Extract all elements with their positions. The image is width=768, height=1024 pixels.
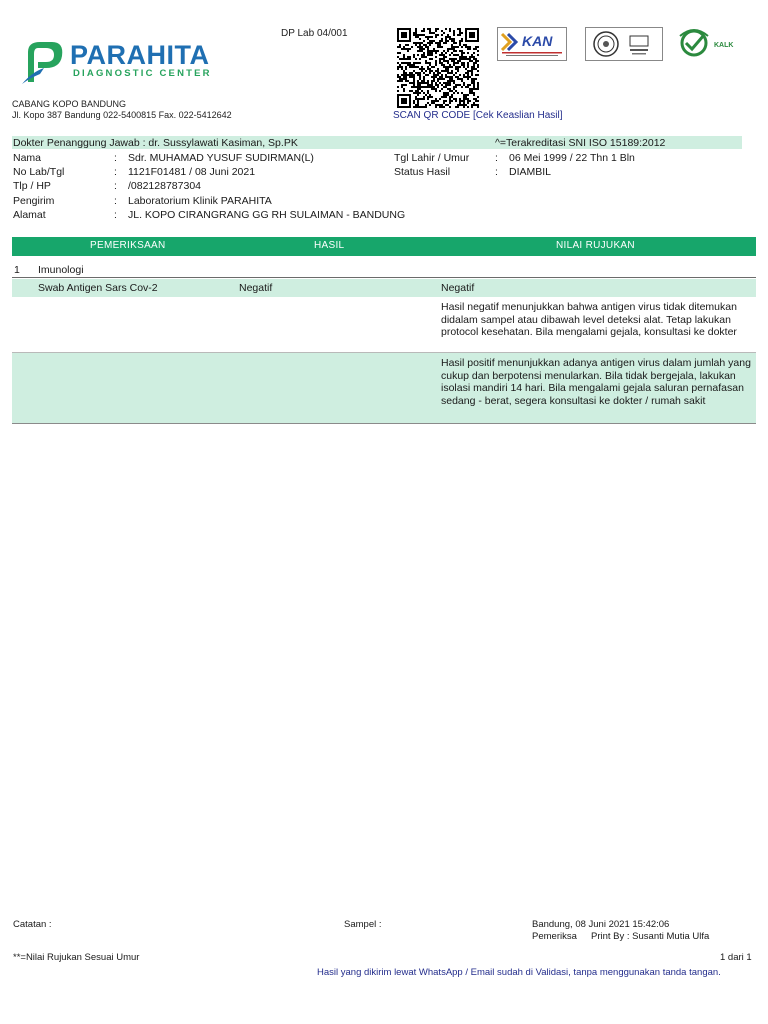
address-value: JL. KOPO CIRANGRANG GG RH SULAIMAN - BANDUNG bbox=[128, 209, 406, 221]
kan-icon bbox=[498, 28, 566, 60]
age-reference-note: **=Nilai Rujukan Sesuai Umur bbox=[13, 952, 140, 963]
catatan-label: Catatan : bbox=[13, 919, 52, 930]
accreditation-note: ^=Terakreditasi SNI ISO 15189:2012 bbox=[495, 137, 666, 149]
positive-interpretation: Hasil positif menunjukkan adanya antigen virus dalam jumlah yang cukup dan berpotensi menularkan. Bila tidak bergejala, lakukan isolasi mandiri 14 hari. Bila mengalami gejala saluran pernafasan sedang - berat, segera konsultasi ke dokter / rumah sakit bbox=[441, 357, 751, 407]
name-label: Nama bbox=[13, 152, 42, 164]
birthdate-label: Tgl Lahir / Umur bbox=[394, 152, 470, 164]
branch-address: Jl. Kopo 387 Bandung 022-5400815 Fax. 022-5412642 bbox=[12, 110, 232, 120]
lab-number-value: 1121F01481 / 08 Juni 2021 bbox=[128, 166, 256, 178]
pemeriksa-label: Pemeriksa bbox=[532, 931, 577, 942]
validation-note: Hasil yang dikirim lewat WhatsApp / Email sudah di Validasi, tanpa menggunakan tanda tangan. bbox=[317, 967, 721, 978]
header-nilai-rujukan: NILAI RUJUKAN bbox=[556, 240, 635, 251]
place-datetime: Bandung, 08 Juni 2021 15:42:06 bbox=[532, 919, 670, 930]
table-row bbox=[12, 297, 756, 353]
address-label: Alamat bbox=[13, 209, 46, 221]
status-label: Status Hasil bbox=[394, 166, 451, 178]
header-pemeriksaan: PEMERIKSAAN bbox=[90, 240, 166, 251]
sender-separator: : bbox=[114, 195, 117, 207]
kan-logo-text: KAN bbox=[522, 33, 553, 49]
results-table-header bbox=[12, 237, 756, 256]
sampel-label: Sampel : bbox=[344, 919, 382, 930]
document-code: DP Lab 04/001 bbox=[281, 28, 348, 39]
negative-interpretation: Hasil negatif menunjukkan bahwa antigen virus tidak ditemukan didalam sampel atau dibawah level deteksi alat. Tetap lakukan protocol kesehatan. Bila mengalami gejala, konsultasi ke dokter bbox=[441, 301, 737, 338]
responsible-doctor: Dokter Penanggung Jawab : dr. Sussylawati Kasiman, Sp.PK bbox=[13, 137, 298, 149]
parahita-logo bbox=[18, 38, 248, 86]
kalk-logo bbox=[676, 26, 738, 60]
header-hasil: HASIL bbox=[314, 240, 345, 251]
address-separator: : bbox=[114, 209, 117, 221]
category-divider bbox=[12, 277, 756, 278]
page-number: 1 dari 1 bbox=[720, 952, 752, 963]
name-separator: : bbox=[114, 152, 117, 164]
phone-separator: : bbox=[114, 180, 117, 192]
phone-label: Tlp / HP bbox=[13, 180, 51, 192]
test-name: Swab Antigen Sars Cov-2 bbox=[38, 282, 158, 294]
print-by: Print By : Susanti Mutia Ulfa bbox=[591, 931, 710, 942]
category-number: 1 bbox=[14, 264, 20, 276]
sender-value: Laboratorium Klinik PARAHITA bbox=[128, 195, 272, 207]
test-reference: Negatif bbox=[441, 282, 475, 294]
category-name: Imunologi bbox=[38, 264, 84, 276]
lab-number-separator: : bbox=[114, 166, 117, 178]
iso-certification-logo bbox=[585, 27, 663, 61]
birthdate-separator: : bbox=[495, 152, 498, 164]
sender-label: Pengirim bbox=[13, 195, 55, 207]
lab-number-label: No Lab/Tgl bbox=[13, 166, 65, 178]
table-row bbox=[12, 353, 756, 424]
status-separator: : bbox=[495, 166, 498, 178]
logo-tagline: DIAGNOSTIC CENTER bbox=[73, 68, 212, 79]
kalk-logo-text: KALK bbox=[714, 42, 734, 49]
kan-accreditation-logo bbox=[497, 27, 567, 61]
qr-caption: SCAN QR CODE [Cek Keaslian Hasil] bbox=[393, 110, 563, 121]
logo-name: PARAHITA bbox=[70, 40, 210, 70]
test-result: Negatif bbox=[239, 282, 273, 294]
qr-code-icon[interactable] bbox=[397, 28, 479, 108]
branch-name: CABANG KOPO BANDUNG bbox=[12, 99, 127, 109]
parahita-logo-mark-icon bbox=[18, 38, 66, 86]
status-value: DIAMBIL bbox=[509, 166, 552, 178]
phone-value: /082128787304 bbox=[128, 180, 201, 192]
iso-seal-icon bbox=[586, 28, 662, 60]
name-value: Sdr. MUHAMAD YUSUF SUDIRMAN(L) bbox=[128, 152, 314, 164]
kalk-icon bbox=[676, 26, 738, 60]
table-row bbox=[12, 279, 756, 297]
birthdate-value: 06 Mei 1999 / 22 Thn 1 Bln bbox=[509, 152, 635, 164]
